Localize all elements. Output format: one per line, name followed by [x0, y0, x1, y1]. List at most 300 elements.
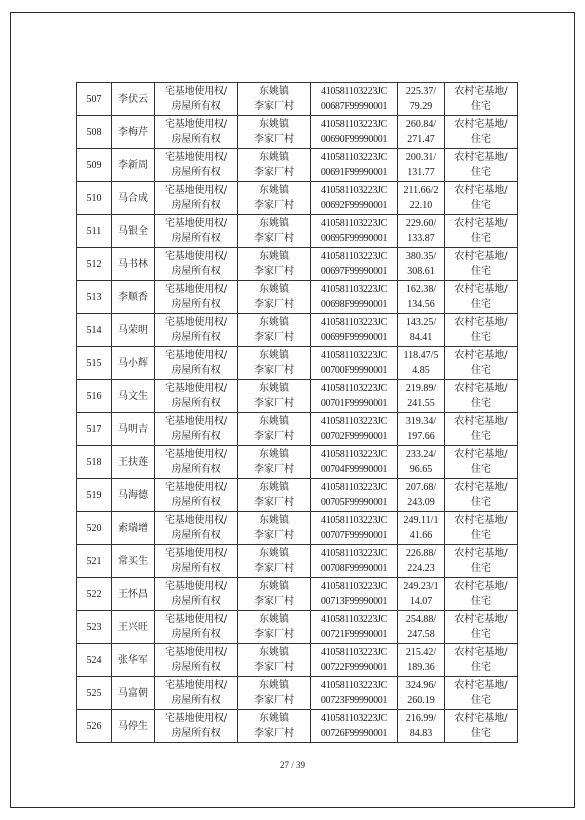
- unit-code: 00701F99990001: [320, 398, 388, 409]
- unit-code-cell: [311, 578, 398, 611]
- owner-name: 马银全: [118, 225, 148, 237]
- table-row: [77, 446, 518, 479]
- unit-code: 410581103223JC: [321, 647, 387, 658]
- record-number: 518: [86, 456, 102, 468]
- area-value: 133.87: [407, 233, 435, 244]
- unit-code: 00692F99990001: [320, 200, 388, 211]
- unit-code: 00707F99990001: [320, 530, 388, 541]
- unit-code: 410581103223JC: [321, 350, 387, 361]
- location: 东姚镇: [259, 548, 289, 559]
- right-type: 宅基地使用权/: [165, 515, 227, 526]
- location: 李家厂村: [254, 629, 294, 640]
- area-value: 84.41: [409, 332, 433, 343]
- owner-name: 李新周: [118, 159, 148, 171]
- owner-name-cell: [112, 446, 155, 479]
- owner-name-cell: [112, 149, 155, 182]
- land-use: 农村宅基地/: [454, 515, 508, 526]
- unit-code-cell: [311, 281, 398, 314]
- unit-code: 410581103223JC: [321, 548, 387, 559]
- location: 李家厂村: [254, 497, 294, 508]
- unit-code-cell: [311, 248, 398, 281]
- area-value: 211.66/2: [403, 185, 439, 196]
- unit-code: 410581103223JC: [321, 317, 387, 328]
- land-use-cell: [445, 479, 518, 512]
- unit-code: 00708F99990001: [320, 563, 388, 574]
- table-row: [77, 314, 518, 347]
- record-number: 526: [86, 720, 102, 732]
- owner-name-cell: [112, 545, 155, 578]
- owner-name: 李梅芹: [118, 126, 148, 138]
- table-row: [77, 545, 518, 578]
- location: 东姚镇: [259, 185, 289, 196]
- land-use: 农村宅基地/: [454, 416, 508, 427]
- right-type: 宅基地使用权/: [165, 383, 227, 394]
- location: 东姚镇: [259, 284, 289, 295]
- right-type: 宅基地使用权/: [165, 317, 227, 328]
- area-value: 243.09: [407, 497, 435, 508]
- area-value: 308.61: [407, 266, 435, 277]
- unit-code-cell: [311, 611, 398, 644]
- area-value: 134.56: [407, 299, 435, 310]
- land-use-cell: [445, 248, 518, 281]
- area-value: 200.31/: [405, 152, 437, 163]
- unit-code-cell: [311, 347, 398, 380]
- area-value: 118.47/5: [403, 350, 439, 361]
- right-type: 房屋所有权: [171, 497, 221, 508]
- land-use: 农村宅基地/: [454, 383, 508, 394]
- right-type-cell: [155, 578, 238, 611]
- unit-code: 00691F99990001: [320, 167, 388, 178]
- right-type: 宅基地使用权/: [165, 680, 227, 691]
- area-value: 225.37/: [405, 86, 437, 97]
- right-type: 房屋所有权: [171, 200, 221, 211]
- unit-code: 410581103223JC: [321, 614, 387, 625]
- right-type: 房屋所有权: [171, 134, 221, 145]
- right-type-cell: [155, 281, 238, 314]
- land-use: 住宅: [471, 200, 491, 211]
- location-cell: [238, 314, 311, 347]
- table-row: [77, 347, 518, 380]
- right-type-cell: [155, 314, 238, 347]
- area-value-cell: [398, 116, 445, 149]
- area-value-cell: [398, 83, 445, 116]
- record-number-cell: [77, 479, 112, 512]
- record-number-cell: [77, 446, 112, 479]
- location: 李家厂村: [254, 266, 294, 277]
- table-row: [77, 611, 518, 644]
- land-use: 农村宅基地/: [454, 548, 508, 559]
- unit-code-cell: [311, 512, 398, 545]
- location: 东姚镇: [259, 614, 289, 625]
- right-type: 房屋所有权: [171, 530, 221, 541]
- location: 东姚镇: [259, 482, 289, 493]
- table-row: [77, 413, 518, 446]
- record-number: 510: [86, 192, 102, 204]
- location-cell: [238, 182, 311, 215]
- owner-name-cell: [112, 710, 155, 743]
- unit-code: 410581103223JC: [321, 251, 387, 262]
- unit-code: 410581103223JC: [321, 284, 387, 295]
- area-value: 260.19: [407, 695, 435, 706]
- land-use-cell: [445, 314, 518, 347]
- right-type: 宅基地使用权/: [165, 548, 227, 559]
- right-type-cell: [155, 248, 238, 281]
- right-type: 房屋所有权: [171, 431, 221, 442]
- table-row: [77, 512, 518, 545]
- record-number-cell: [77, 149, 112, 182]
- land-use: 农村宅基地/: [454, 317, 508, 328]
- unit-code-cell: [311, 116, 398, 149]
- record-number: 508: [86, 126, 102, 138]
- table-row: [77, 380, 518, 413]
- area-value-cell: [398, 413, 445, 446]
- table-row: [77, 116, 518, 149]
- land-use: 住宅: [471, 134, 491, 145]
- right-type: 房屋所有权: [171, 596, 221, 607]
- land-use-cell: [445, 149, 518, 182]
- record-number-cell: [77, 677, 112, 710]
- unit-code: 00723F99990001: [320, 695, 388, 706]
- record-number-cell: [77, 578, 112, 611]
- unit-code: 410581103223JC: [321, 515, 387, 526]
- right-type-cell: [155, 116, 238, 149]
- area-value: 84.83: [409, 728, 433, 739]
- land-use: 住宅: [471, 332, 491, 343]
- location-cell: [238, 347, 311, 380]
- unit-code-cell: [311, 215, 398, 248]
- area-value: 162.38/: [405, 284, 437, 295]
- location-cell: [238, 83, 311, 116]
- land-use: 农村宅基地/: [454, 218, 508, 229]
- unit-code-cell: [311, 413, 398, 446]
- location-cell: [238, 710, 311, 743]
- area-value: 254.88/: [405, 614, 437, 625]
- land-use-cell: [445, 578, 518, 611]
- right-type: 宅基地使用权/: [165, 86, 227, 97]
- area-value-cell: [398, 281, 445, 314]
- location: 李家厂村: [254, 662, 294, 673]
- location: 东姚镇: [259, 251, 289, 262]
- right-type-cell: [155, 446, 238, 479]
- area-value: 143.25/: [405, 317, 437, 328]
- land-use-cell: [445, 710, 518, 743]
- location: 东姚镇: [259, 152, 289, 163]
- location-cell: [238, 578, 311, 611]
- land-use: 农村宅基地/: [454, 647, 508, 658]
- area-value-cell: [398, 347, 445, 380]
- unit-code: 00713F99990001: [320, 596, 388, 607]
- unit-code: 00695F99990001: [320, 233, 388, 244]
- unit-code: 410581103223JC: [321, 152, 387, 163]
- location: 东姚镇: [259, 581, 289, 592]
- area-value-cell: [398, 215, 445, 248]
- land-use: 住宅: [471, 530, 491, 541]
- location: 李家厂村: [254, 695, 294, 706]
- location-cell: [238, 281, 311, 314]
- area-value-cell: [398, 479, 445, 512]
- owner-name: 李顺香: [118, 291, 148, 303]
- location: 东姚镇: [259, 383, 289, 394]
- area-value-cell: [398, 380, 445, 413]
- unit-code: 410581103223JC: [321, 383, 387, 394]
- area-value: 249.23/1: [403, 581, 439, 592]
- record-number: 521: [86, 555, 102, 567]
- owner-name-cell: [112, 215, 155, 248]
- location: 东姚镇: [259, 449, 289, 460]
- owner-name-cell: [112, 677, 155, 710]
- area-value-cell: [398, 314, 445, 347]
- area-value: 189.36: [407, 662, 435, 673]
- land-use-cell: [445, 611, 518, 644]
- land-use-cell: [445, 677, 518, 710]
- location: 李家厂村: [254, 167, 294, 178]
- unit-code-cell: [311, 182, 398, 215]
- location-cell: [238, 512, 311, 545]
- owner-name: 李伏云: [118, 93, 148, 105]
- property-records-table: [76, 82, 518, 743]
- area-value: 4.85: [412, 365, 430, 376]
- location-cell: [238, 479, 311, 512]
- land-use-cell: [445, 347, 518, 380]
- land-use: 住宅: [471, 233, 491, 244]
- land-use: 农村宅基地/: [454, 251, 508, 262]
- right-type: 宅基地使用权/: [165, 482, 227, 493]
- area-value: 79.29: [409, 101, 433, 112]
- unit-code-cell: [311, 149, 398, 182]
- right-type: 房屋所有权: [171, 266, 221, 277]
- location-cell: [238, 149, 311, 182]
- land-use-cell: [445, 413, 518, 446]
- unit-code: 00705F99990001: [320, 497, 388, 508]
- land-use: 农村宅基地/: [454, 350, 508, 361]
- record-number: 519: [86, 489, 102, 501]
- record-number-cell: [77, 314, 112, 347]
- location: 李家厂村: [254, 101, 294, 112]
- land-use: 住宅: [471, 728, 491, 739]
- land-use: 农村宅基地/: [454, 482, 508, 493]
- page-number: 27 / 39: [279, 760, 305, 770]
- unit-code: 410581103223JC: [321, 449, 387, 460]
- unit-code: 00697F99990001: [320, 266, 388, 277]
- land-use-cell: [445, 215, 518, 248]
- area-value-cell: [398, 512, 445, 545]
- area-value: 131.77: [407, 167, 435, 178]
- area-value-cell: [398, 545, 445, 578]
- owner-name: 王扶莲: [118, 456, 148, 468]
- area-value: 233.24/: [405, 449, 437, 460]
- location: 李家厂村: [254, 431, 294, 442]
- right-type: 宅基地使用权/: [165, 218, 227, 229]
- owner-name: 马富朝: [118, 687, 148, 699]
- area-value: 260.84/: [405, 119, 437, 130]
- table-row: [77, 83, 518, 116]
- unit-code: 00690F99990001: [320, 134, 388, 145]
- owner-name-cell: [112, 314, 155, 347]
- land-use-cell: [445, 83, 518, 116]
- unit-code: 410581103223JC: [321, 680, 387, 691]
- record-number-cell: [77, 611, 112, 644]
- record-number: 507: [86, 93, 102, 105]
- right-type: 宅基地使用权/: [165, 713, 227, 724]
- record-number: 509: [86, 159, 102, 171]
- right-type: 房屋所有权: [171, 563, 221, 574]
- right-type-cell: [155, 149, 238, 182]
- location: 李家厂村: [254, 233, 294, 244]
- land-use: 农村宅基地/: [454, 449, 508, 460]
- land-use: 住宅: [471, 365, 491, 376]
- location-cell: [238, 611, 311, 644]
- land-use-cell: [445, 644, 518, 677]
- record-number: 522: [86, 588, 102, 600]
- owner-name: 马明吉: [118, 423, 148, 435]
- unit-code-cell: [311, 677, 398, 710]
- land-use: 住宅: [471, 464, 491, 475]
- area-value: 241.55: [407, 398, 435, 409]
- right-type-cell: [155, 182, 238, 215]
- owner-name-cell: [112, 182, 155, 215]
- table-row: [77, 182, 518, 215]
- right-type-cell: [155, 512, 238, 545]
- area-value-cell: [398, 182, 445, 215]
- table-row: [77, 149, 518, 182]
- area-value: 247.58: [407, 629, 435, 640]
- record-number: 523: [86, 621, 102, 633]
- location: 东姚镇: [259, 218, 289, 229]
- record-number: 513: [86, 291, 102, 303]
- location: 李家厂村: [254, 398, 294, 409]
- right-type-cell: [155, 380, 238, 413]
- record-number: 520: [86, 522, 102, 534]
- location: 李家厂村: [254, 464, 294, 475]
- table-body: [77, 83, 518, 743]
- right-type: 宅基地使用权/: [165, 647, 227, 658]
- land-use: 农村宅基地/: [454, 581, 508, 592]
- land-use-cell: [445, 512, 518, 545]
- owner-name: 马小辉: [118, 357, 148, 369]
- location-cell: [238, 215, 311, 248]
- right-type: 房屋所有权: [171, 728, 221, 739]
- record-number: 515: [86, 357, 102, 369]
- area-value: 216.99/: [405, 713, 437, 724]
- right-type: 宅基地使用权/: [165, 152, 227, 163]
- unit-code-cell: [311, 83, 398, 116]
- right-type: 房屋所有权: [171, 167, 221, 178]
- unit-code: 410581103223JC: [321, 86, 387, 97]
- right-type-cell: [155, 545, 238, 578]
- land-use: 农村宅基地/: [454, 614, 508, 625]
- area-value-cell: [398, 611, 445, 644]
- land-use-cell: [445, 545, 518, 578]
- owner-name-cell: [112, 347, 155, 380]
- right-type: 宅基地使用权/: [165, 449, 227, 460]
- land-use: 住宅: [471, 695, 491, 706]
- area-value: 319.34/: [405, 416, 437, 427]
- owner-name: 王兴旺: [118, 621, 148, 633]
- unit-code: 00704F99990001: [320, 464, 388, 475]
- table-row: [77, 578, 518, 611]
- record-number: 512: [86, 258, 102, 270]
- owner-name-cell: [112, 512, 155, 545]
- table-row: [77, 479, 518, 512]
- area-value: 219.89/: [405, 383, 437, 394]
- table-row: [77, 677, 518, 710]
- right-type: 宅基地使用权/: [165, 416, 227, 427]
- location: 东姚镇: [259, 416, 289, 427]
- unit-code-cell: [311, 545, 398, 578]
- unit-code: 410581103223JC: [321, 713, 387, 724]
- area-value: 249.11/1: [403, 515, 439, 526]
- right-type-cell: [155, 83, 238, 116]
- area-value: 224.23: [407, 563, 435, 574]
- owner-name: 索瑞增: [118, 522, 148, 534]
- unit-code-cell: [311, 479, 398, 512]
- right-type-cell: [155, 644, 238, 677]
- right-type: 宅基地使用权/: [165, 350, 227, 361]
- record-number-cell: [77, 413, 112, 446]
- land-use: 住宅: [471, 629, 491, 640]
- unit-code: 00687F99990001: [320, 101, 388, 112]
- land-use-cell: [445, 380, 518, 413]
- unit-code: 410581103223JC: [321, 185, 387, 196]
- unit-code-cell: [311, 446, 398, 479]
- record-number-cell: [77, 512, 112, 545]
- owner-name: 王怀昌: [118, 588, 148, 600]
- record-number-cell: [77, 644, 112, 677]
- right-type: 房屋所有权: [171, 299, 221, 310]
- right-type-cell: [155, 611, 238, 644]
- land-use-cell: [445, 116, 518, 149]
- location: 李家厂村: [254, 134, 294, 145]
- location-cell: [238, 380, 311, 413]
- location: 李家厂村: [254, 596, 294, 607]
- record-number: 517: [86, 423, 102, 435]
- location-cell: [238, 446, 311, 479]
- land-use: 农村宅基地/: [454, 680, 508, 691]
- location: 李家厂村: [254, 365, 294, 376]
- land-use: 住宅: [471, 431, 491, 442]
- right-type-cell: [155, 347, 238, 380]
- area-value: 324.96/: [405, 680, 437, 691]
- right-type: 宅基地使用权/: [165, 614, 227, 625]
- area-value: 41.66: [409, 530, 433, 541]
- unit-code: 410581103223JC: [321, 119, 387, 130]
- record-number: 524: [86, 654, 102, 666]
- location: 东姚镇: [259, 647, 289, 658]
- land-use: 农村宅基地/: [454, 86, 508, 97]
- table-row: [77, 281, 518, 314]
- location-cell: [238, 545, 311, 578]
- location-cell: [238, 677, 311, 710]
- owner-name-cell: [112, 578, 155, 611]
- unit-code: 00721F99990001: [320, 629, 388, 640]
- table-row: [77, 248, 518, 281]
- record-number-cell: [77, 380, 112, 413]
- location: 李家厂村: [254, 530, 294, 541]
- record-number: 514: [86, 324, 102, 336]
- location-cell: [238, 248, 311, 281]
- location: 东姚镇: [259, 119, 289, 130]
- record-number-cell: [77, 710, 112, 743]
- land-use: 农村宅基地/: [454, 119, 508, 130]
- unit-code: 410581103223JC: [321, 218, 387, 229]
- unit-code-cell: [311, 314, 398, 347]
- area-value: 229.60/: [405, 218, 437, 229]
- unit-code: 410581103223JC: [321, 416, 387, 427]
- area-value: 96.65: [409, 464, 433, 475]
- unit-code: 00699F99990001: [320, 332, 388, 343]
- area-value: 271.47: [407, 134, 435, 145]
- land-use: 住宅: [471, 398, 491, 409]
